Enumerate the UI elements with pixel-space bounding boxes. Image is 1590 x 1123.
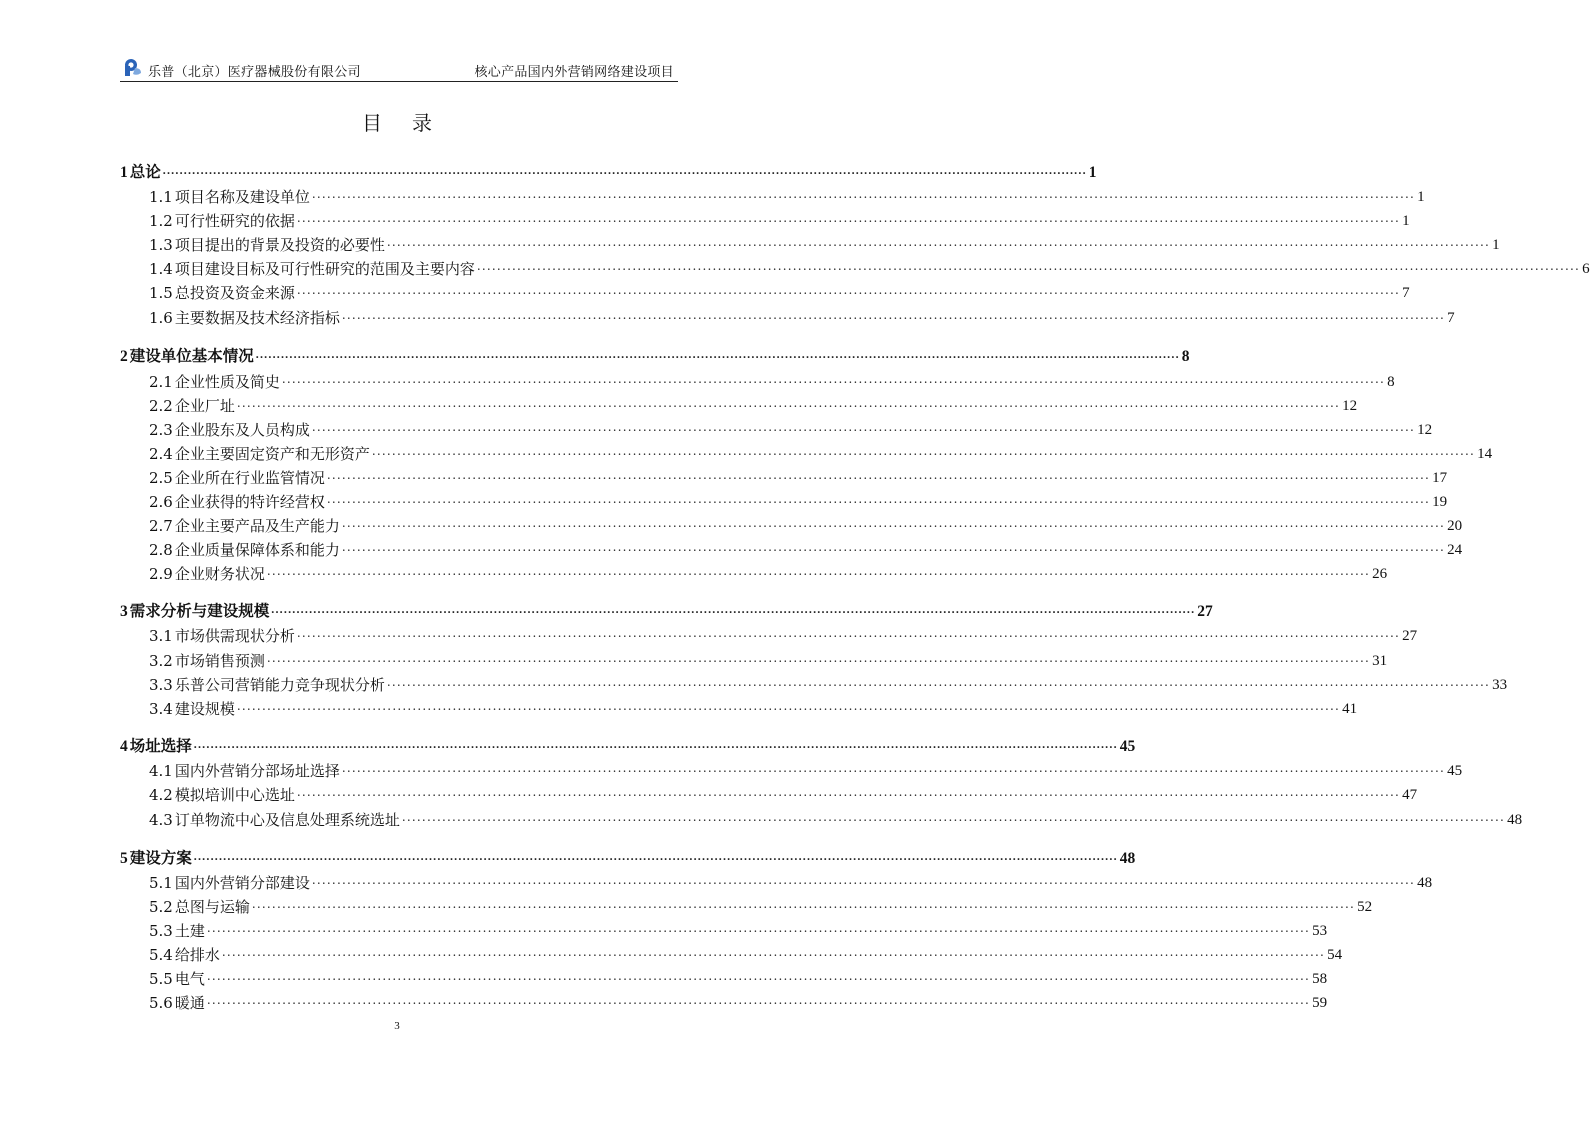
- toc-entry-page: 48: [1507, 812, 1523, 828]
- toc-dot-leader: ............................................................................................................................................................................................................................: [266, 651, 1371, 665]
- toc-entry-number: 1.6: [149, 309, 173, 327]
- toc-entry-label: 场址选择: [129, 738, 192, 755]
- toc-entry-number: 4.2: [149, 786, 173, 804]
- page-number: 3: [394, 1020, 400, 1032]
- toc-entry-number: 5: [120, 850, 128, 867]
- toc-section-entry[interactable]: [149, 672, 1508, 694]
- toc-entry-number: 3.2: [149, 652, 173, 670]
- toc-dot-leader: ............................................................................................................................................................................................................................: [255, 347, 1180, 361]
- toc-entry-number: 2.3: [149, 421, 173, 439]
- toc-entry-label: 建设单位基本情况: [129, 348, 254, 365]
- toc-section-entry[interactable]: [149, 208, 1410, 230]
- toc-entry-label: 项目建设目标及可行性研究的范围及主要内容: [174, 260, 475, 278]
- toc-entry-page: 48: [1417, 875, 1433, 891]
- toc-entry-page: 58: [1312, 971, 1328, 987]
- toc-entry-page: 41: [1342, 701, 1358, 717]
- toc-entry-number: 2.1: [149, 373, 173, 391]
- toc-section-entry[interactable]: [149, 561, 1388, 583]
- toc-entry-page: 27: [1197, 603, 1213, 620]
- toc-section-entry[interactable]: [149, 417, 1433, 439]
- toc-entry-number: 4.1: [149, 762, 173, 780]
- toc-entry-page: 31: [1372, 653, 1388, 669]
- toc-entry-number: 1.3: [149, 236, 173, 254]
- toc-entry-label: 项目名称及建设单位: [174, 188, 310, 206]
- toc-section-entry[interactable]: [149, 489, 1448, 511]
- toc-dot-leader: ............................................................................................................................................................................................................................: [296, 211, 1401, 225]
- toc-entry-label: 总投资及资金来源: [174, 284, 295, 302]
- toc-section-entry[interactable]: [149, 537, 1463, 559]
- toc-dot-leader: ............................................................................................................................................................................................................................: [476, 259, 1581, 273]
- toc-dot-leader: ............................................................................................................................................................................................................................: [296, 283, 1401, 297]
- toc-entry-label: 模拟培训中心选址: [174, 786, 295, 804]
- toc-entry-number: 1.2: [149, 212, 173, 230]
- toc-title: 目录: [362, 111, 462, 135]
- toc-entry-label: 电气: [174, 970, 205, 988]
- toc-dot-leader: ............................................................................................................................................................................................................................: [296, 785, 1401, 799]
- toc-section-entry[interactable]: [149, 184, 1425, 206]
- toc-entry-page: 33: [1492, 677, 1508, 693]
- toc-section-entry[interactable]: [149, 807, 1523, 829]
- toc-entry-number: 2.4: [149, 445, 173, 463]
- toc-entry-label: 需求分析与建设规模: [129, 603, 270, 620]
- toc-entry-page: 8: [1387, 374, 1395, 390]
- toc-dot-leader: ............................................................................................................................................................................................................................: [371, 444, 1476, 458]
- toc-entry-number: 5.4: [149, 946, 173, 964]
- toc-entry-label: 国内外营销分部场址选择: [174, 762, 340, 780]
- toc-section-entry[interactable]: [149, 232, 1500, 254]
- toc-entry-page: 59: [1312, 995, 1328, 1011]
- toc-entry-number: 5.1: [149, 874, 173, 892]
- toc-entry-page: 53: [1312, 923, 1328, 939]
- toc-entry-number: 3.1: [149, 627, 173, 645]
- toc-chapter-entry[interactable]: [120, 734, 1136, 756]
- toc-dot-leader: ............................................................................................................................................................................................................................: [326, 468, 1431, 482]
- toc-entry-number: 1.5: [149, 284, 173, 302]
- toc-dot-leader: ............................................................................................................................................................................................................................: [311, 873, 1416, 887]
- toc-section-entry[interactable]: [149, 782, 1418, 804]
- toc-dot-leader: ............................................................................................................................................................................................................................: [236, 396, 1341, 410]
- toc-chapter-entry[interactable]: [120, 846, 1136, 868]
- toc-dot-leader: ............................................................................................................................................................................................................................: [193, 737, 1118, 751]
- toc-entry-label: 企业财务状况: [174, 565, 265, 583]
- toc-dot-leader: ............................................................................................................................................................................................................................: [386, 675, 1491, 689]
- toc-entry-number: 3.3: [149, 676, 173, 694]
- toc-section-entry[interactable]: [149, 393, 1358, 415]
- toc-section-entry[interactable]: [149, 990, 1328, 1012]
- toc-dot-leader: ............................................................................................................................................................................................................................: [326, 492, 1431, 506]
- toc-entry-page: 6: [1582, 261, 1590, 277]
- toc-entry-number: 4.3: [149, 811, 173, 829]
- toc-dot-leader: ............................................................................................................................................................................................................................: [206, 993, 1311, 1007]
- toc-dot-leader: ............................................................................................................................................................................................................................: [266, 564, 1371, 578]
- toc-entry-label: 企业股东及人员构成: [174, 421, 310, 439]
- toc-entry-number: 2.6: [149, 493, 173, 511]
- page-header: [120, 55, 678, 82]
- toc-entry-page: 45: [1447, 763, 1463, 779]
- toc-entry-label: 可行性研究的依据: [174, 212, 295, 230]
- toc-entry-page: 27: [1402, 628, 1418, 644]
- toc-section-entry[interactable]: [149, 758, 1463, 780]
- toc-entry-page: 7: [1402, 285, 1410, 301]
- toc-entry-page: 52: [1357, 899, 1373, 915]
- toc-entry-number: 2.9: [149, 565, 173, 583]
- toc-entry-page: 1: [1402, 213, 1410, 229]
- toc-entry-label: 主要数据及技术经济指标: [174, 309, 340, 327]
- toc-entry-page: 8: [1181, 348, 1190, 365]
- toc-entry-number: 2.7: [149, 517, 173, 535]
- toc-entry-label: 项目提出的背景及投资的必要性: [174, 236, 385, 254]
- toc-entry-number: 2: [120, 348, 128, 365]
- toc-entry-page: 19: [1432, 494, 1448, 510]
- toc-entry-label: 总论: [129, 164, 161, 181]
- toc-entry-page: 12: [1417, 422, 1433, 438]
- toc-section-entry[interactable]: [149, 696, 1358, 718]
- toc-section-entry[interactable]: [149, 513, 1463, 535]
- toc-section-entry[interactable]: [149, 441, 1493, 463]
- toc-dot-leader: ............................................................................................................................................................................................................................: [271, 602, 1196, 616]
- toc-dot-leader: ............................................................................................................................................................................................................................: [341, 761, 1446, 775]
- toc-chapter-entry[interactable]: [120, 599, 1213, 621]
- toc-entry-page: 1: [1417, 189, 1425, 205]
- toc-entry-number: 2.5: [149, 469, 173, 487]
- toc-dot-leader: ............................................................................................................................................................................................................................: [206, 969, 1311, 983]
- toc-dot-leader: ............................................................................................................................................................................................................................: [341, 516, 1446, 530]
- toc-entry-page: 7: [1447, 310, 1455, 326]
- toc-entry-number: 5.5: [149, 970, 173, 988]
- toc-dot-leader: ............................................................................................................................................................................................................................: [341, 540, 1446, 554]
- toc-entry-label: 企业所在行业监管情况: [174, 469, 325, 487]
- toc-entry-number: 1: [120, 164, 128, 181]
- toc-entry-label: 企业厂址: [174, 397, 235, 415]
- toc-section-entry[interactable]: [149, 465, 1448, 487]
- toc-section-entry[interactable]: [149, 870, 1433, 892]
- toc-entry-number: 3: [120, 603, 128, 620]
- toc-entry-label: 企业主要固定资产和无形资产: [174, 445, 370, 463]
- toc-section-entry[interactable]: [149, 623, 1418, 645]
- toc-entry-page: 24: [1447, 542, 1463, 558]
- company-name: 乐普（北京）医疗器械股份有限公司: [148, 65, 361, 80]
- toc-chapter-entry[interactable]: [120, 344, 1190, 366]
- toc-entry-label: 建设方案: [129, 850, 192, 867]
- toc-dot-leader: ............................................................................................................................................................................................................................: [281, 372, 1386, 386]
- toc-dot-leader: ............................................................................................................................................................................................................................: [401, 810, 1506, 824]
- toc-entry-number: 5.2: [149, 898, 173, 916]
- toc-chapter-entry[interactable]: [120, 160, 1097, 182]
- toc-entry-label: 给排水: [174, 946, 220, 964]
- toc-entry-page: 48: [1119, 850, 1136, 867]
- toc-section-entry[interactable]: [149, 280, 1410, 302]
- toc-dot-leader: ............................................................................................................................................................................................................................: [221, 945, 1326, 959]
- toc-section-entry[interactable]: [149, 894, 1373, 916]
- toc-section-entry[interactable]: [149, 966, 1328, 988]
- project-name: 核心产品国内外营销网络建设项目: [474, 65, 674, 80]
- toc-section-entry[interactable]: [149, 942, 1343, 964]
- toc-entry-label: 市场销售预测: [174, 652, 265, 670]
- toc-dot-leader: ............................................................................................................................................................................................................................: [162, 163, 1087, 177]
- toc-entry-number: 4: [120, 738, 128, 755]
- toc-entry-page: 1: [1492, 237, 1500, 253]
- toc-entry-number: 5.6: [149, 994, 173, 1012]
- company-logo-icon: [123, 57, 143, 77]
- toc-entry-page: 54: [1327, 947, 1343, 963]
- toc-entry-page: 20: [1447, 518, 1463, 534]
- toc-entry-label: 企业获得的特许经营权: [174, 493, 325, 511]
- toc-dot-leader: ............................................................................................................................................................................................................................: [311, 420, 1416, 434]
- toc-dot-leader: ............................................................................................................................................................................................................................: [296, 626, 1401, 640]
- toc-entry-page: 1: [1088, 164, 1097, 181]
- toc-section-entry[interactable]: [149, 256, 1590, 278]
- toc-dot-leader: ............................................................................................................................................................................................................................: [193, 849, 1118, 863]
- toc-entry-page: 26: [1372, 566, 1388, 582]
- toc-entry-label: 市场供需现状分析: [174, 627, 295, 645]
- toc-entry-label: 暖通: [174, 994, 205, 1012]
- toc-entry-number: 3.4: [149, 700, 173, 718]
- toc-entry-label: 订单物流中心及信息处理系统选址: [174, 811, 400, 829]
- toc-dot-leader: ............................................................................................................................................................................................................................: [236, 699, 1341, 713]
- toc-dot-leader: ............................................................................................................................................................................................................................: [311, 187, 1416, 201]
- toc-dot-leader: ............................................................................................................................................................................................................................: [386, 235, 1491, 249]
- toc-section-entry[interactable]: [149, 305, 1455, 327]
- toc-entry-page: 47: [1402, 787, 1418, 803]
- toc-entry-label: 总图与运输: [174, 898, 250, 916]
- toc-entry-label: 企业主要产品及生产能力: [174, 517, 340, 535]
- toc-dot-leader: ............................................................................................................................................................................................................................: [251, 897, 1356, 911]
- toc-entry-page: 45: [1119, 738, 1136, 755]
- toc-section-entry[interactable]: [149, 369, 1395, 391]
- toc-dot-leader: ............................................................................................................................................................................................................................: [206, 921, 1311, 935]
- toc-entry-page: 14: [1477, 446, 1493, 462]
- toc-entry-label: 乐普公司营销能力竞争现状分析: [174, 676, 385, 694]
- toc-entry-number: 2.2: [149, 397, 173, 415]
- toc-section-entry[interactable]: [149, 648, 1388, 670]
- toc-entry-label: 国内外营销分部建设: [174, 874, 310, 892]
- toc-entry-label: 企业质量保障体系和能力: [174, 541, 340, 559]
- toc-entry-page: 12: [1342, 398, 1358, 414]
- toc-section-entry[interactable]: [149, 918, 1328, 940]
- toc-entry-label: 企业性质及简史: [174, 373, 280, 391]
- toc-entry-number: 5.3: [149, 922, 173, 940]
- toc-dot-leader: ............................................................................................................................................................................................................................: [341, 308, 1446, 322]
- toc-entry-number: 2.8: [149, 541, 173, 559]
- toc-entry-label: 建设规模: [174, 700, 235, 718]
- toc-entry-page: 17: [1432, 470, 1448, 486]
- toc-entry-number: 1.1: [149, 188, 173, 206]
- toc-entry-number: 1.4: [149, 260, 173, 278]
- toc-entry-label: 土建: [174, 922, 205, 940]
